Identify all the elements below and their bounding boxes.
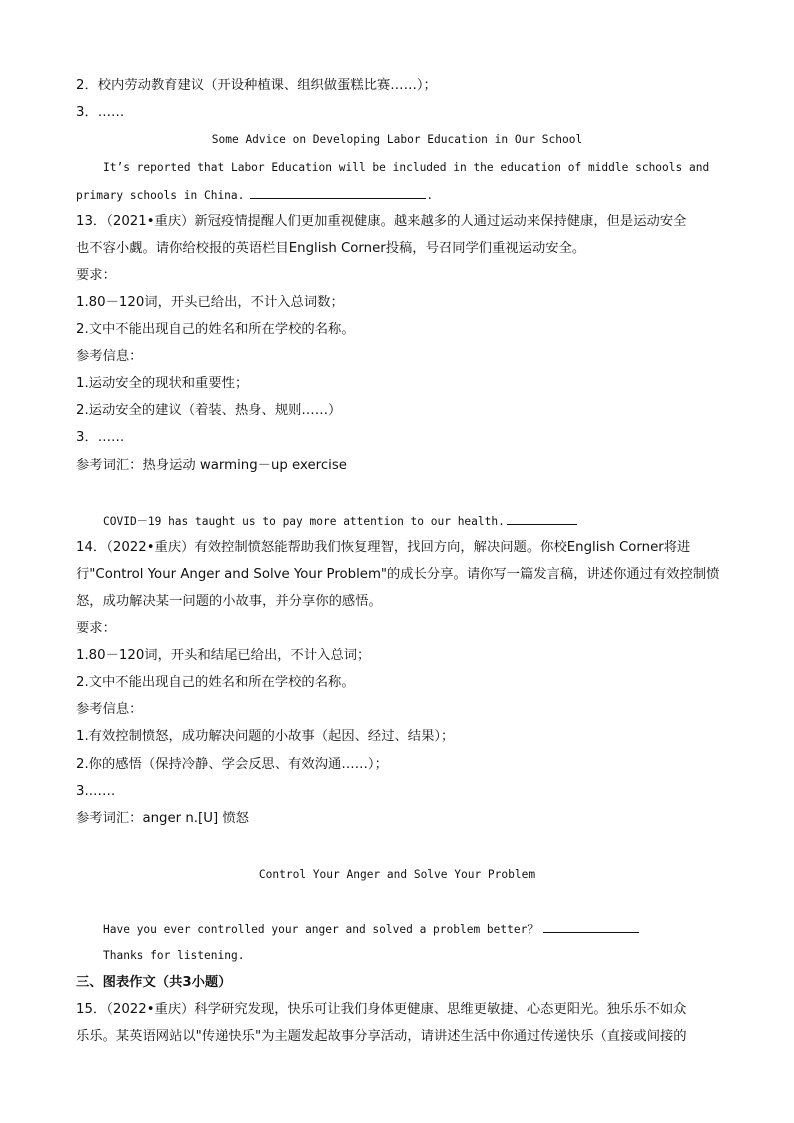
reference-info-heading: 参考信息： [76, 702, 143, 717]
reference-info-2: 2.你的感悟（保持冷静、学会反思、有效沟通……）； [76, 757, 388, 772]
question-14-line-2: 行"Control Your Anger and Solve Your Problem"的成长分享。请你写一篇发言稿，讲述你通过有效控制愤 [76, 567, 720, 582]
suggestion-item-2: 2．校内劳动教育建议（开设种植课、组织做蛋糕比赛……）； [76, 78, 437, 93]
essay-opening-anger [103, 920, 734, 939]
essay-opening-line-1: It’s reported that Labor Education will be included in the education of middle schools and [103, 161, 710, 174]
question-13-line-1: 13．（2021•重庆）新冠疫情提醒人们更加重视健康。越来越多的人通过运动来保持健康，但是运动安全 [76, 214, 687, 229]
question-13-line-2: 也不容小觑。请你给校报的英语栏目English Corner投稿，号召同学们重视运动安全。 [76, 241, 586, 256]
reference-info-2: 2.运动安全的建议（着装、热身、规则……） [76, 403, 342, 418]
requirement-1: 1.80－120词，开头和结尾已给出，不计入总词； [76, 648, 371, 663]
reference-vocab: 参考词汇：热身运动 warming－up exercise [76, 458, 347, 473]
requirements-heading: 要求： [76, 621, 116, 636]
essay-opening-end: . [426, 189, 434, 202]
suggestion-item-3: 3．…… [76, 105, 125, 120]
question-14-line-3: 怒，成功解决某一问题的小故事，并分享你的感悟。 [76, 594, 382, 609]
requirements-heading: 要求： [76, 268, 116, 283]
reference-info-1: 1.有效控制愤怒，成功解决问题的小故事（起因、经过、结果）； [76, 729, 455, 744]
essay-closing: Thanks for listening. [103, 949, 245, 962]
reference-info-3: 3.…… [76, 784, 116, 799]
question-15-line-1: 15．（2022•重庆）科学研究发现，快乐可让我们身体更健康、思维更敏捷、心态更阳光。独乐乐不如众 [76, 1002, 687, 1017]
section-heading: 三、图表作文（共3小题） [76, 975, 232, 990]
reference-info-3: 3．…… [76, 430, 125, 445]
essay-opening-anger-text: Have you ever controlled your anger and solved a problem better？ [103, 923, 539, 936]
answer-blank [250, 186, 426, 199]
essay-title-labor: Some Advice on Developing Labor Education in Our School [211, 133, 583, 146]
reference-info-heading: 参考信息： [76, 349, 143, 364]
reference-info-1: 1.运动安全的现状和重要性； [76, 376, 249, 391]
requirement-1: 1.80－120词，开头已给出，不计入总词数； [76, 295, 344, 310]
reference-vocab: 参考词汇：anger n.[U] 愤怒 [76, 811, 249, 826]
essay-title-anger: Control Your Anger and Solve Your Problem [258, 868, 536, 881]
essay-opening-text: primary schools in China. [76, 189, 245, 202]
question-15-line-2: 乐乐。某英语网站以"传递快乐"为主题发起故事分享活动，请讲述生活中你通过传递快乐（直接或间接的 [76, 1029, 687, 1044]
answer-blank [543, 920, 639, 933]
essay-opening-line-2 [76, 186, 734, 205]
requirement-2: 2.文中不能出现自己的姓名和所在学校的名称。 [76, 322, 355, 337]
question-14-line-1: 14．（2022•重庆）有效控制愤怒能帮助我们恢复理智，找回方向，解决问题。你校English Corner将进 [76, 540, 691, 555]
essay-opening-covid [103, 512, 734, 531]
answer-blank [507, 512, 577, 525]
requirement-2: 2.文中不能出现自己的姓名和所在学校的名称。 [76, 675, 355, 690]
essay-opening-covid-text: COVID－19 has taught us to pay more attention to our health. [103, 515, 505, 528]
